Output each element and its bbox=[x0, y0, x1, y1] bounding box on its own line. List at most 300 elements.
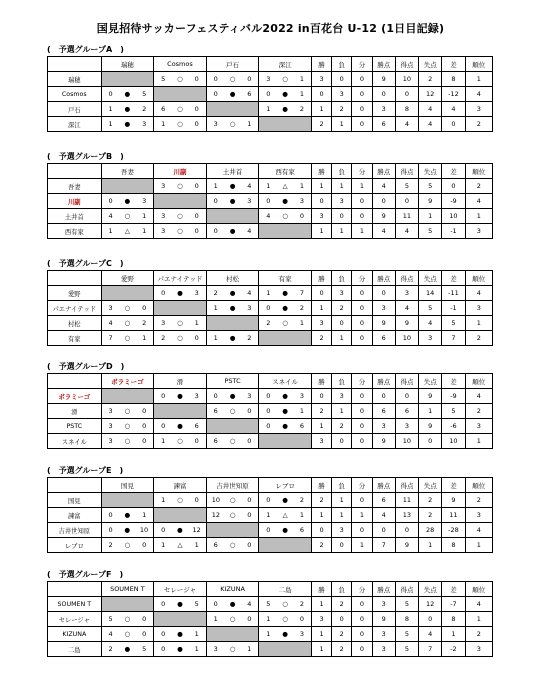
self-match-cell bbox=[206, 102, 259, 117]
stat-cell: 2 bbox=[419, 72, 442, 87]
score: 3 bbox=[108, 437, 113, 445]
result-line bbox=[102, 437, 154, 445]
score: 0 bbox=[108, 526, 113, 534]
self-match-cell bbox=[259, 224, 312, 239]
header-team: 諫富 bbox=[154, 478, 207, 493]
result-line bbox=[154, 496, 206, 504]
stat-cell: 8 bbox=[442, 538, 465, 553]
header-team: スネイル bbox=[259, 374, 312, 389]
result-mark: ● bbox=[229, 600, 236, 608]
stat-cell: 4 bbox=[442, 102, 465, 117]
result-line bbox=[259, 75, 311, 83]
stat-cell: 9 bbox=[372, 72, 395, 87]
row-team-name: SOUMEN T bbox=[48, 597, 102, 612]
result-mark: ○ bbox=[177, 227, 183, 235]
stat-cell: 3 bbox=[465, 301, 492, 316]
match-result bbox=[206, 87, 259, 102]
stat-cell: 0 bbox=[352, 316, 372, 331]
header-stat: 分 bbox=[352, 478, 372, 493]
stat-cell: 14 bbox=[419, 286, 442, 301]
header-stat: 勝 bbox=[311, 582, 331, 597]
result-mark: ● bbox=[229, 304, 236, 312]
header-team: 西有家 bbox=[259, 164, 312, 179]
result-mark: ● bbox=[282, 496, 288, 504]
group-label: ( 予選グループB ) bbox=[47, 152, 124, 161]
result-mark: ○ bbox=[124, 437, 131, 445]
score: 5 bbox=[266, 600, 271, 608]
table-row bbox=[48, 419, 493, 434]
header-stat: 得点 bbox=[395, 164, 418, 179]
self-match-cell bbox=[154, 612, 207, 627]
result-mark: ○ bbox=[229, 120, 236, 128]
result-mark: ● bbox=[282, 289, 288, 297]
stat-cell: 8 bbox=[395, 612, 418, 627]
result-line bbox=[102, 90, 154, 98]
header-stat: 勝点 bbox=[372, 271, 395, 286]
score: 3 bbox=[213, 120, 218, 128]
stat-cell: 0 bbox=[352, 434, 372, 449]
match-result bbox=[101, 538, 154, 553]
match-result bbox=[259, 597, 312, 612]
result-line bbox=[102, 645, 154, 653]
result-line bbox=[207, 407, 259, 415]
stat-cell: 8 bbox=[442, 612, 465, 627]
self-match-cell bbox=[154, 404, 207, 419]
match-result bbox=[259, 301, 312, 316]
score: 0 bbox=[213, 600, 218, 608]
row-team-name: ボラミーゴ bbox=[48, 389, 102, 404]
match-result bbox=[101, 523, 154, 538]
result-line bbox=[154, 75, 206, 83]
stat-cell: 0 bbox=[311, 389, 331, 404]
result-mark: ● bbox=[229, 392, 236, 400]
result-mark: ● bbox=[229, 197, 236, 205]
match-result bbox=[154, 209, 207, 224]
stat-cell: 1 bbox=[332, 224, 352, 239]
stat-cell: 4 bbox=[465, 597, 492, 612]
self-match-cell bbox=[101, 493, 154, 508]
result-line bbox=[207, 511, 259, 519]
header-stat: 負 bbox=[332, 271, 352, 286]
score: 1 bbox=[299, 511, 304, 519]
header-team: 土井首 bbox=[206, 164, 259, 179]
score: 10 bbox=[211, 496, 221, 504]
match-result bbox=[206, 194, 259, 209]
score: 1 bbox=[194, 630, 199, 638]
score: 0 bbox=[213, 392, 218, 400]
table-row bbox=[48, 612, 493, 627]
header-team: パエナイテッド bbox=[154, 271, 207, 286]
match-result bbox=[206, 331, 259, 346]
result-mark: ● bbox=[282, 197, 288, 205]
stat-cell: 3 bbox=[372, 301, 395, 316]
result-line bbox=[259, 212, 311, 220]
result-line bbox=[259, 105, 311, 113]
result-line bbox=[259, 392, 311, 400]
result-mark: ● bbox=[282, 90, 288, 98]
stat-cell: 5 bbox=[442, 404, 465, 419]
match-result bbox=[154, 224, 207, 239]
row-team-name: 吾妻 bbox=[48, 179, 102, 194]
stat-cell: 3 bbox=[332, 286, 352, 301]
score: 5 bbox=[194, 600, 199, 608]
stat-cell: 6 bbox=[372, 331, 395, 346]
score: 0 bbox=[266, 496, 271, 504]
result-mark: ● bbox=[124, 645, 131, 653]
result-mark: ● bbox=[177, 645, 183, 653]
match-result bbox=[206, 389, 259, 404]
match-result bbox=[154, 72, 207, 87]
stat-cell: 1 bbox=[311, 642, 331, 657]
table-row bbox=[48, 209, 493, 224]
self-match-cell bbox=[101, 286, 154, 301]
stat-cell: 0 bbox=[352, 72, 372, 87]
header-stat: 得点 bbox=[395, 582, 418, 597]
stat-cell: 3 bbox=[465, 102, 492, 117]
stat-cell: 0 bbox=[442, 117, 465, 132]
match-result bbox=[101, 301, 154, 316]
match-result bbox=[101, 87, 154, 102]
group-label: ( 予選グループF ) bbox=[47, 570, 124, 579]
match-result bbox=[101, 316, 154, 331]
score: 6 bbox=[213, 407, 218, 415]
match-result bbox=[206, 597, 259, 612]
match-result bbox=[154, 419, 207, 434]
result-mark: ● bbox=[229, 182, 236, 190]
stat-cell: 4 bbox=[465, 286, 492, 301]
score: 1 bbox=[108, 120, 113, 128]
header-stat: 分 bbox=[352, 271, 372, 286]
match-result bbox=[206, 612, 259, 627]
stat-cell: 5 bbox=[419, 224, 442, 239]
score: 0 bbox=[247, 541, 252, 549]
stat-cell: 0 bbox=[352, 642, 372, 657]
stat-cell: 3 bbox=[311, 612, 331, 627]
stat-cell: 3 bbox=[465, 508, 492, 523]
stat-cell: 0 bbox=[352, 493, 372, 508]
header-team: Cosmos bbox=[154, 57, 207, 72]
stat-cell: -11 bbox=[442, 286, 465, 301]
stat-cell: 6 bbox=[372, 117, 395, 132]
result-line bbox=[207, 645, 259, 653]
group-label: ( 予選グループD ) bbox=[47, 362, 125, 371]
stat-cell: 28 bbox=[419, 523, 442, 538]
stat-cell: 2 bbox=[332, 102, 352, 117]
stat-cell: 0 bbox=[372, 523, 395, 538]
header-stat: 順位 bbox=[465, 271, 492, 286]
stat-cell: 0 bbox=[332, 538, 352, 553]
score: 0 bbox=[161, 392, 166, 400]
row-team-name: 吉井世知原 bbox=[48, 523, 102, 538]
score: 6 bbox=[299, 526, 304, 534]
header-stat: 順位 bbox=[465, 374, 492, 389]
match-result bbox=[259, 404, 312, 419]
stat-cell: 0 bbox=[332, 72, 352, 87]
match-result bbox=[259, 179, 312, 194]
header-stat: 差 bbox=[442, 374, 465, 389]
score: 1 bbox=[266, 615, 271, 623]
self-match-cell bbox=[259, 538, 312, 553]
result-mark: ○ bbox=[229, 511, 236, 519]
result-line bbox=[207, 120, 259, 128]
stat-cell: 5 bbox=[419, 179, 442, 194]
result-line bbox=[102, 120, 154, 128]
score: 1 bbox=[266, 182, 271, 190]
score: 4 bbox=[247, 289, 252, 297]
table-row bbox=[48, 404, 493, 419]
score: 5 bbox=[108, 615, 113, 623]
standings-table bbox=[47, 270, 493, 346]
result-line bbox=[154, 105, 206, 113]
stat-cell: 6 bbox=[395, 404, 418, 419]
table-row bbox=[48, 331, 493, 346]
match-result bbox=[206, 179, 259, 194]
table-row bbox=[48, 72, 493, 87]
table-row bbox=[48, 117, 493, 132]
row-team-name: 瑞穂 bbox=[48, 72, 102, 87]
score: 6 bbox=[161, 105, 166, 113]
result-mark: ○ bbox=[177, 319, 183, 327]
row-team-name: 諫富 bbox=[48, 508, 102, 523]
score: 0 bbox=[194, 227, 199, 235]
result-mark: ● bbox=[282, 304, 288, 312]
result-line bbox=[207, 600, 259, 608]
table-row bbox=[48, 286, 493, 301]
stat-cell: 3 bbox=[311, 209, 331, 224]
header-stat: 差 bbox=[442, 57, 465, 72]
stat-cell: 9 bbox=[372, 612, 395, 627]
score: 0 bbox=[266, 392, 271, 400]
table-row bbox=[48, 224, 493, 239]
header-stat: 勝 bbox=[311, 374, 331, 389]
score: 1 bbox=[266, 630, 271, 638]
match-result bbox=[154, 286, 207, 301]
stat-cell: 1 bbox=[352, 179, 372, 194]
stat-cell: 5 bbox=[395, 597, 418, 612]
stat-cell: 1 bbox=[419, 404, 442, 419]
stat-cell: 1 bbox=[352, 538, 372, 553]
stat-cell: 4 bbox=[465, 87, 492, 102]
stat-cell: 0 bbox=[311, 286, 331, 301]
score: 1 bbox=[299, 75, 304, 83]
stat-cell: 0 bbox=[332, 209, 352, 224]
stat-cell: 1 bbox=[332, 117, 352, 132]
stat-cell: 9 bbox=[372, 316, 395, 331]
stat-cell: -12 bbox=[442, 87, 465, 102]
header-stat: 勝 bbox=[311, 164, 331, 179]
result-mark: ○ bbox=[124, 630, 131, 638]
score: 0 bbox=[247, 496, 252, 504]
score: 3 bbox=[108, 407, 113, 415]
result-line bbox=[259, 289, 311, 297]
table-row bbox=[48, 508, 493, 523]
score: 3 bbox=[161, 319, 166, 327]
row-team-name: パエナイテッド bbox=[48, 301, 102, 316]
stat-cell: 8 bbox=[442, 72, 465, 87]
self-match-cell bbox=[101, 72, 154, 87]
table-row bbox=[48, 301, 493, 316]
result-mark: ○ bbox=[124, 212, 131, 220]
stat-cell: 0 bbox=[442, 179, 465, 194]
score: 1 bbox=[194, 319, 199, 327]
stat-cell: 2 bbox=[311, 404, 331, 419]
header-stat: 差 bbox=[442, 478, 465, 493]
stat-cell: 0 bbox=[372, 87, 395, 102]
result-line bbox=[207, 615, 259, 623]
result-line bbox=[207, 541, 259, 549]
stat-cell: 2 bbox=[465, 493, 492, 508]
stat-cell: 3 bbox=[372, 597, 395, 612]
match-result bbox=[101, 612, 154, 627]
score: 3 bbox=[299, 197, 304, 205]
header-stat: 分 bbox=[352, 582, 372, 597]
group-block bbox=[47, 465, 493, 553]
score: 0 bbox=[247, 437, 252, 445]
self-match-cell bbox=[206, 316, 259, 331]
match-result bbox=[259, 102, 312, 117]
header-team: 川副 bbox=[154, 164, 207, 179]
result-line bbox=[102, 407, 154, 415]
result-line bbox=[102, 304, 154, 312]
stat-cell: 1 bbox=[311, 224, 331, 239]
match-result bbox=[259, 87, 312, 102]
header-row bbox=[48, 271, 493, 286]
table-row bbox=[48, 316, 493, 331]
stat-cell: 2 bbox=[465, 117, 492, 132]
result-line bbox=[102, 511, 154, 519]
stat-cell: 2 bbox=[332, 597, 352, 612]
result-mark: ○ bbox=[177, 105, 183, 113]
result-line bbox=[154, 645, 206, 653]
result-line bbox=[259, 511, 311, 519]
standings-table bbox=[47, 477, 493, 553]
match-result bbox=[154, 493, 207, 508]
score: 3 bbox=[213, 645, 218, 653]
result-mark: ● bbox=[124, 526, 131, 534]
score: 0 bbox=[194, 105, 199, 113]
header-stat: 差 bbox=[442, 271, 465, 286]
score: 0 bbox=[161, 645, 166, 653]
row-team-name: 愛野 bbox=[48, 286, 102, 301]
result-line bbox=[154, 289, 206, 297]
header-team: レブロ bbox=[259, 478, 312, 493]
stat-cell: 0 bbox=[395, 389, 418, 404]
match-result bbox=[259, 419, 312, 434]
stat-cell: 0 bbox=[352, 301, 372, 316]
row-team-name: 戸石 bbox=[48, 102, 102, 117]
header-row bbox=[48, 582, 493, 597]
header-team: 村松 bbox=[206, 271, 259, 286]
result-mark: ○ bbox=[124, 304, 131, 312]
score: 3 bbox=[108, 304, 113, 312]
stat-cell: 2 bbox=[311, 117, 331, 132]
score: 0 bbox=[213, 227, 218, 235]
result-mark: ○ bbox=[177, 120, 183, 128]
result-mark: △ bbox=[177, 541, 183, 549]
stat-cell: 9 bbox=[372, 209, 395, 224]
score: 3 bbox=[161, 182, 166, 190]
stat-cell: 0 bbox=[352, 597, 372, 612]
result-line bbox=[207, 90, 259, 98]
result-line bbox=[154, 526, 206, 534]
score: 1 bbox=[299, 407, 304, 415]
score: 0 bbox=[108, 90, 113, 98]
standings-table bbox=[47, 373, 493, 449]
header-stat: 失点 bbox=[419, 478, 442, 493]
result-line bbox=[154, 437, 206, 445]
header-corner bbox=[48, 478, 102, 493]
header-stat: 失点 bbox=[419, 374, 442, 389]
self-match-cell bbox=[259, 642, 312, 657]
match-result bbox=[206, 508, 259, 523]
match-result bbox=[206, 286, 259, 301]
stat-cell: 9 bbox=[419, 389, 442, 404]
result-mark: ● bbox=[177, 600, 183, 608]
table-row bbox=[48, 87, 493, 102]
stat-cell: 4 bbox=[419, 316, 442, 331]
result-mark: ○ bbox=[229, 75, 236, 83]
table-row bbox=[48, 179, 493, 194]
score: 0 bbox=[247, 511, 252, 519]
header-stat: 負 bbox=[332, 478, 352, 493]
stat-cell: 6 bbox=[372, 404, 395, 419]
score: 0 bbox=[142, 630, 147, 638]
stat-cell: 1 bbox=[465, 538, 492, 553]
match-result bbox=[154, 538, 207, 553]
result-line bbox=[259, 496, 311, 504]
header-row bbox=[48, 374, 493, 389]
score: 6 bbox=[213, 541, 218, 549]
stat-cell: 2 bbox=[465, 404, 492, 419]
stat-cell: 0 bbox=[311, 87, 331, 102]
stat-cell: 2 bbox=[311, 493, 331, 508]
stat-cell: -9 bbox=[442, 194, 465, 209]
stat-cell: 1 bbox=[465, 316, 492, 331]
result-mark: ● bbox=[282, 392, 288, 400]
match-result bbox=[206, 434, 259, 449]
result-mark: ○ bbox=[124, 422, 131, 430]
stat-cell: 0 bbox=[372, 286, 395, 301]
score: 1 bbox=[247, 120, 252, 128]
stat-cell: 1 bbox=[352, 224, 372, 239]
row-team-name: セレージャ bbox=[48, 612, 102, 627]
stat-cell: 3 bbox=[332, 194, 352, 209]
result-mark: ● bbox=[124, 105, 131, 113]
stat-cell: 1 bbox=[311, 102, 331, 117]
stat-cell: 4 bbox=[395, 301, 418, 316]
score: 7 bbox=[108, 334, 113, 342]
stat-cell: 0 bbox=[332, 434, 352, 449]
stat-cell: 4 bbox=[465, 523, 492, 538]
header-stat: 勝 bbox=[311, 271, 331, 286]
score: 0 bbox=[299, 615, 304, 623]
result-mark: ○ bbox=[229, 541, 236, 549]
table-row bbox=[48, 523, 493, 538]
result-line bbox=[154, 227, 206, 235]
result-line bbox=[102, 197, 154, 205]
stat-cell: 9 bbox=[419, 419, 442, 434]
score: 3 bbox=[142, 120, 147, 128]
header-team: 吉井世知原 bbox=[206, 478, 259, 493]
score: 3 bbox=[142, 197, 147, 205]
header-stat: 負 bbox=[332, 57, 352, 72]
stat-cell: 3 bbox=[465, 642, 492, 657]
result-line bbox=[154, 319, 206, 327]
score: 1 bbox=[266, 289, 271, 297]
result-mark: △ bbox=[124, 227, 130, 235]
stat-cell: 0 bbox=[352, 389, 372, 404]
stat-cell: 3 bbox=[419, 331, 442, 346]
